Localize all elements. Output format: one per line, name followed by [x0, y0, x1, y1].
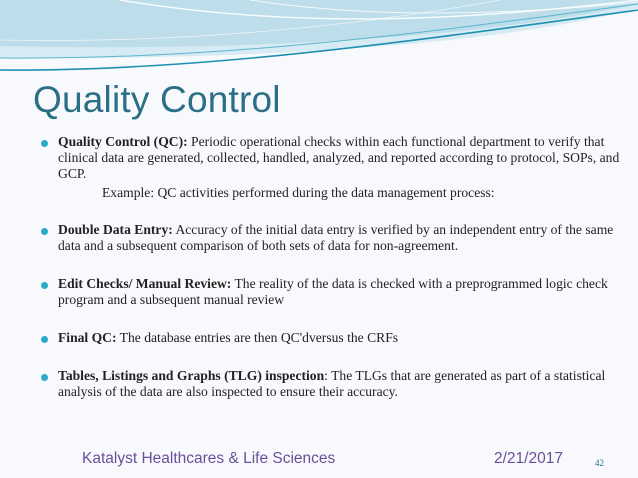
bullet-edit-checks — [40, 276, 620, 308]
footer-date: 2/21/2017 — [494, 450, 563, 467]
bullet-tlg-inspection — [40, 368, 620, 400]
header-swoosh-decoration — [0, 0, 638, 75]
bullet-dot-icon — [41, 228, 48, 235]
bullet-list — [40, 134, 620, 400]
slide-title: Quality Control — [33, 79, 281, 120]
bullet-final-qc — [40, 330, 620, 346]
bullet-dot-icon — [41, 140, 48, 147]
bullet-heading: Double Data Entry: — [58, 222, 173, 237]
bullet-heading: Final QC: — [58, 330, 117, 345]
bullet-heading: Quality Control (QC): — [58, 134, 188, 149]
footer-organization: Katalyst Healthcares & Life Sciences — [82, 450, 336, 467]
bullet-dot-icon — [41, 336, 48, 343]
bullet-double-data-entry — [40, 222, 620, 254]
bullet-text: Periodic operational checks within each functional department to verify that clinical data are generated, collected, handled, analyzed, and reported according to protocol, SOPs, and GCP. — [58, 134, 620, 181]
bullet-quality-control — [40, 134, 620, 182]
bullet-text: : The TLGs that are generated as part of a statistical analysis of the data are also inspected to ensure their accuracy. — [58, 368, 606, 399]
bullet-heading: Edit Checks/ Manual Review: — [58, 276, 232, 291]
bullet-text: The database entries are then QC'dversus the CRFs — [116, 330, 399, 345]
bullet-dot-icon — [41, 374, 48, 381]
bullet-text: Accuracy of the initial data entry is verified by an independent entry of the same data and a subsequent comparison of both sets of data for non-agreement. — [58, 222, 614, 253]
page-number: 42 — [595, 458, 604, 468]
bullet-heading: Tables, Listings and Graphs (TLG) inspection — [58, 368, 325, 383]
bullet-dot-icon — [41, 282, 48, 289]
example-text: Example: QC activities performed during the data management process: — [102, 185, 495, 200]
bullet-text: The reality of the data is checked with a preprogrammed logic check program and a subsequent manual review — [58, 276, 608, 307]
